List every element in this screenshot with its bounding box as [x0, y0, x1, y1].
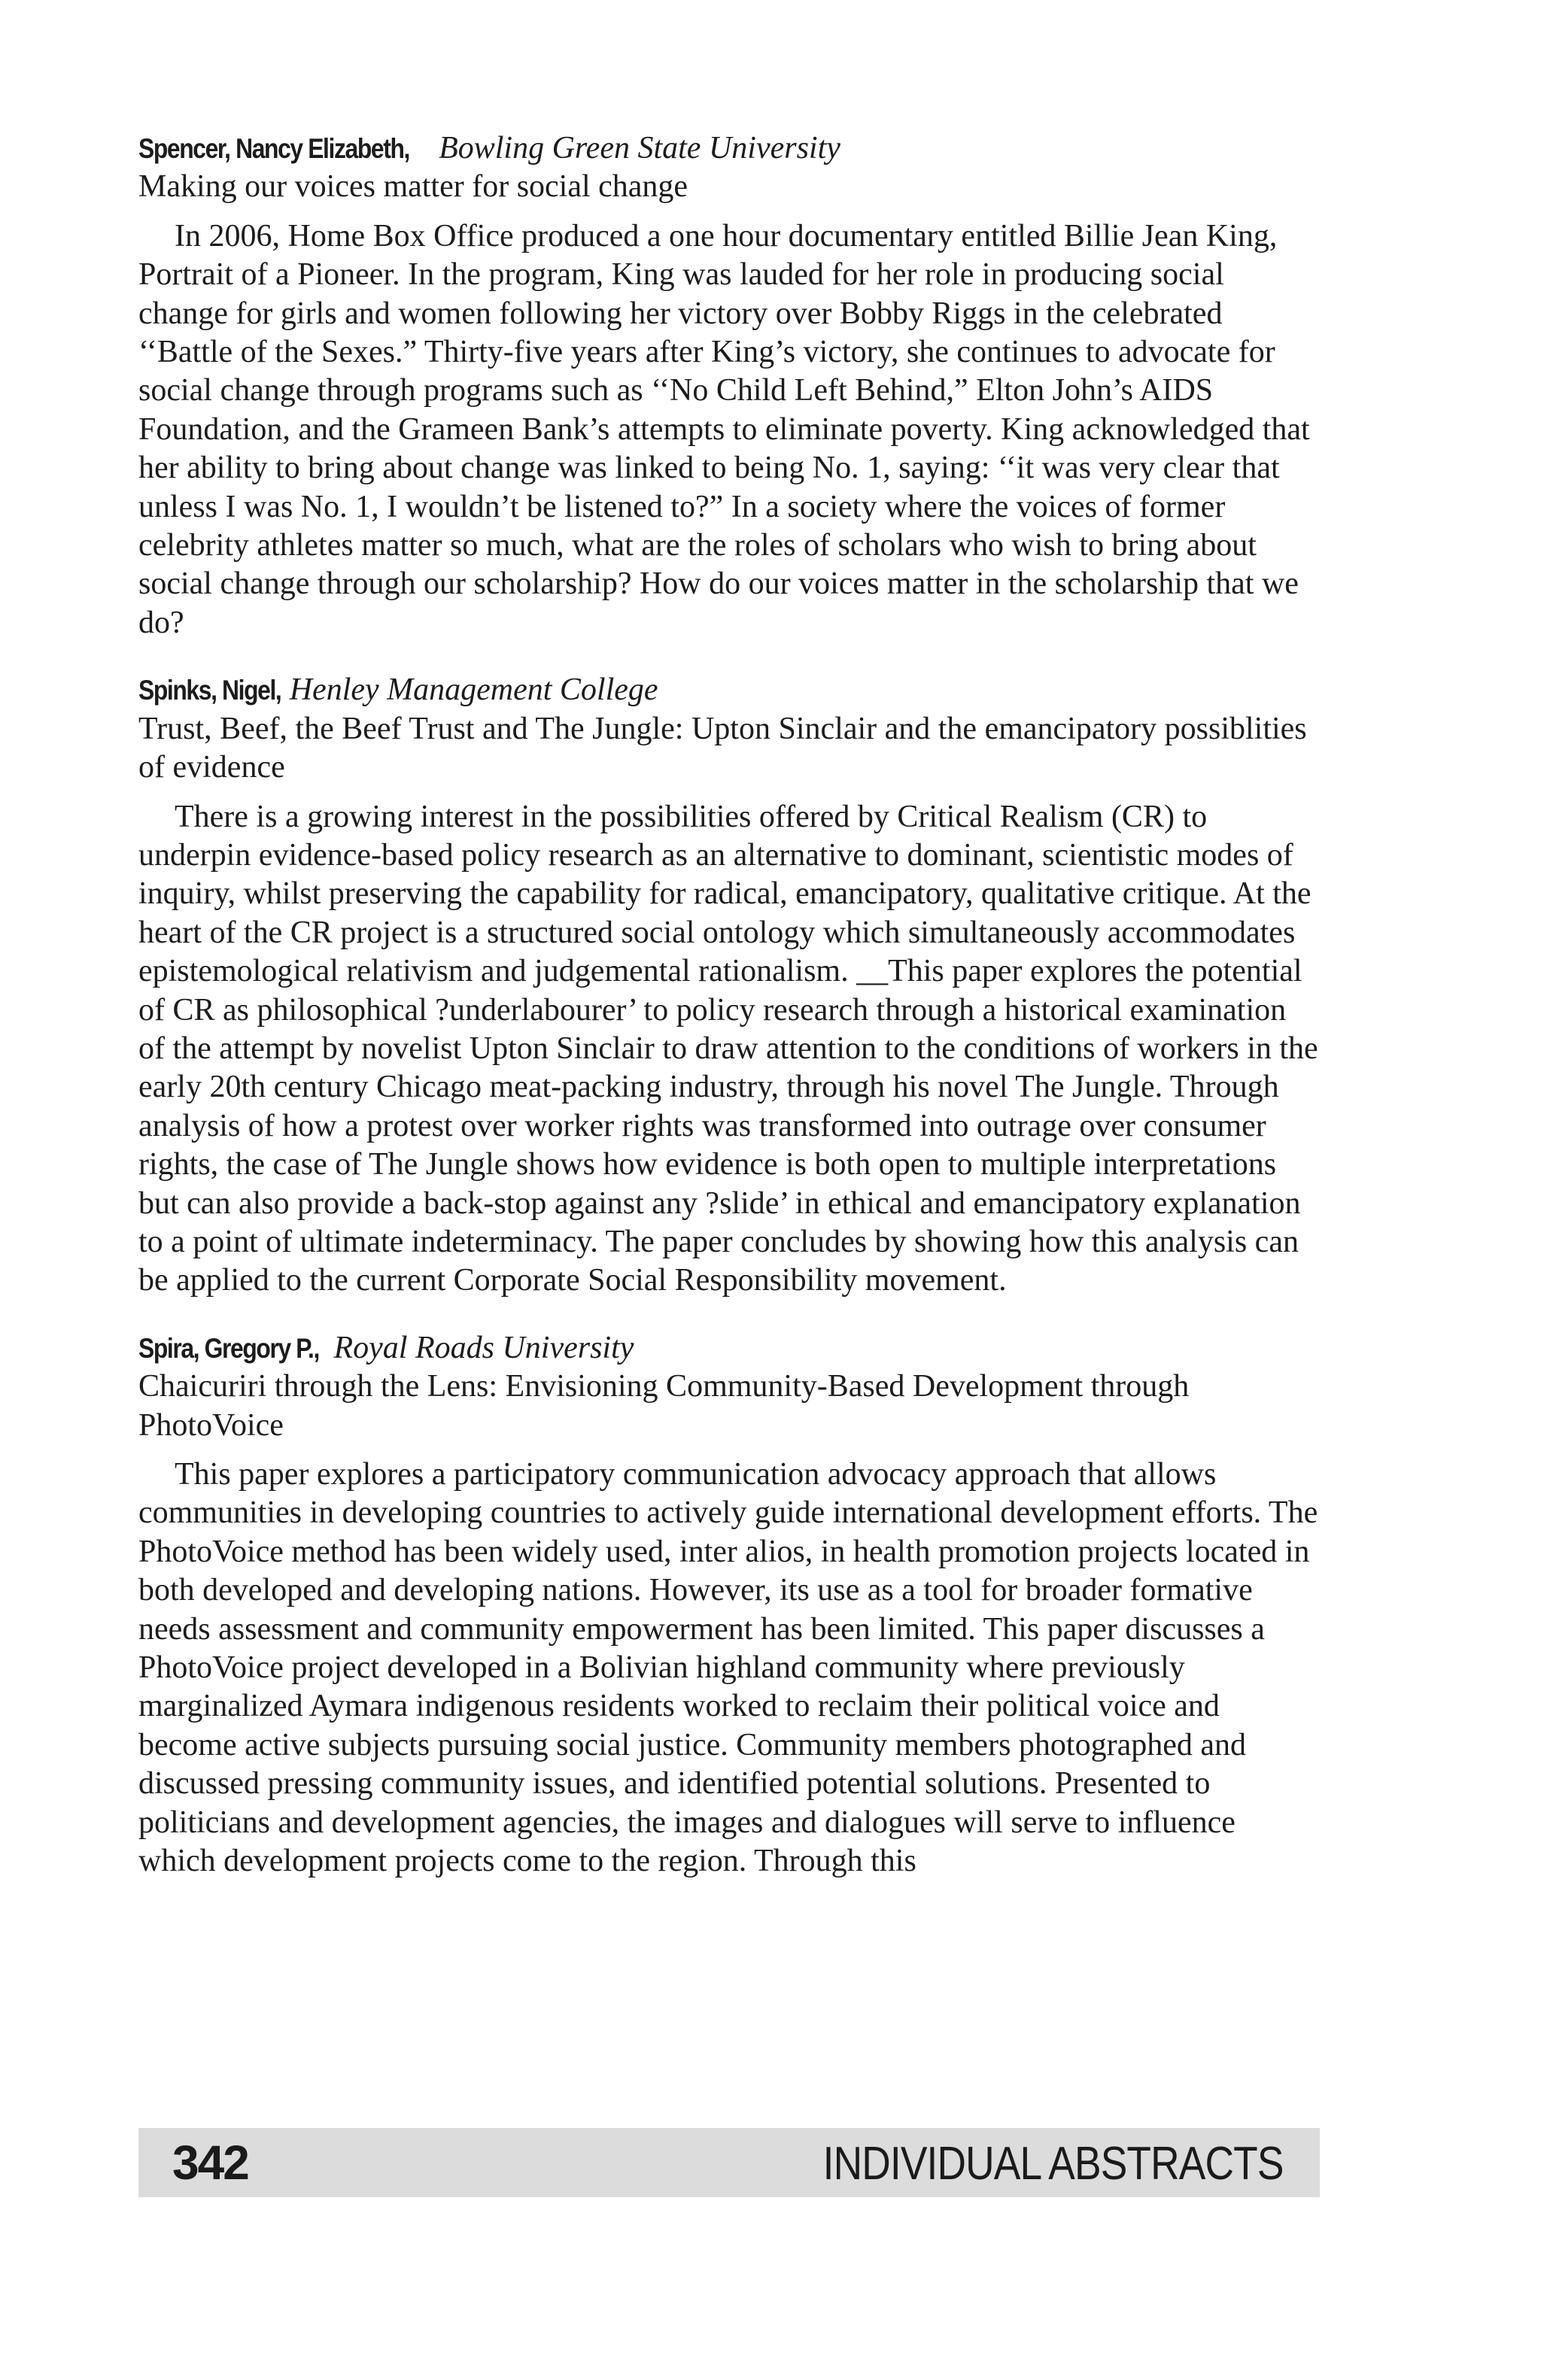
- paper-title: Trust, Beef, the Beef Trust and The Jungle: Upton Sinclair and the emancipatory possiblities of evidence: [138, 711, 1307, 785]
- paper-title: Chaicuriri through the Lens: Envisioning Community-Based Development through PhotoVoice: [138, 1369, 1190, 1443]
- author-name: Spinks, Nigel,: [138, 675, 281, 706]
- page-number: 342: [172, 2136, 248, 2190]
- author-affiliation: Bowling Green State University: [439, 131, 840, 165]
- abstract-text: In 2006, Home Box Office produced a one hour documentary entitled Billie Jean King, Portrait of a Pioneer. In the program, King was lauded for her role in producing social change for girls and women following her victory over Bobby Riggs in the celebrated ‘‘Battle of the Sexes.” Thirty-five years after King’s victory, she continues to advocate for social change through programs such as ‘‘No Child Left Behind,” Elton John’s AIDS Foundation, and the Grameen Bank’s attempts to eliminate poverty. King acknowledged that her ability to bring about change was linked to being No. 1, saying: ‘‘it was very clear that unless I was No. 1, I wouldn’t be listened to?” In a society where the voices of former celebrity athletes matter so much, what are the roles of scholars who wish to bring about social change through our scholarship? How do our voices matter in the scholarship that we do?: [138, 218, 1310, 640]
- paper-title: Making our voices matter for social change: [138, 169, 688, 205]
- page-content: [138, 129, 1320, 1909]
- author-affiliation: Royal Roads University: [333, 1330, 634, 1365]
- author-name: Spira, Gregory P.,: [138, 1332, 319, 1364]
- abstract-entry: [138, 1329, 1320, 1881]
- page-footer: [138, 2128, 1320, 2197]
- entry-heading: [138, 1329, 1320, 1368]
- abstract-text: This paper explores a participatory communication advocacy approach that allows communities in developing countries to actively guide international development efforts. The PhotoVoice method has been widely used, inter alios, in health promotion projects located in both developed and developing nations. However, its use as a tool for broader formative needs assessment and community empowerment has been limited. This paper discusses a PhotoVoice project developed in a Bolivian highland community where previously marginalized Aymara indigenous residents worked to reclaim their political voice and become active subjects pursuing social justice. Community members photographed and discussed pressing community issues, and identified potential solutions. Presented to politicians and development agencies, the images and dialogues will serve to influence which development projects come to the region. Through this: [138, 1457, 1318, 1879]
- entry-heading: [138, 671, 1320, 709]
- abstract-entry: [138, 129, 1320, 642]
- entry-heading: [138, 129, 1320, 168]
- author-name: Spencer, Nancy Elizabeth,: [138, 133, 409, 164]
- abstract-text: There is a growing interest in the possibilities offered by Critical Realism (CR) to underpin evidence-based policy research as an alternative to dominant, scientistic modes of inquiry, whilst preserving the capability for radical, emancipatory, qualitative critique. At the heart of the CR project is a structured social ontology which simultaneously accommodates epistemological relativism and judgemental rationalism. __This paper explores the potential of CR as philosophical ?underlabourer’ to policy research through a historical examination of the attempt by novelist Upton Sinclair to draw attention to the conditions of workers in the early 20th century Chicago meat-packing industry, through his novel The Jungle. Through analysis of how a protest over worker rights was transformed into outrage over consumer rights, the case of The Jungle shows how evidence is both open to multiple interpretations but can also provide a back-stop against any ?slide’ in ethical and emancipatory explanation to a point of ultimate indeterminacy. The paper concludes by showing how this analysis can be applied to the current Corporate Social Responsibility movement.: [138, 799, 1318, 1298]
- abstract-entry: [138, 671, 1320, 1301]
- section-label: INDIVIDUAL ABSTRACTS: [823, 2138, 1284, 2190]
- author-affiliation: Henley Management College: [289, 672, 658, 708]
